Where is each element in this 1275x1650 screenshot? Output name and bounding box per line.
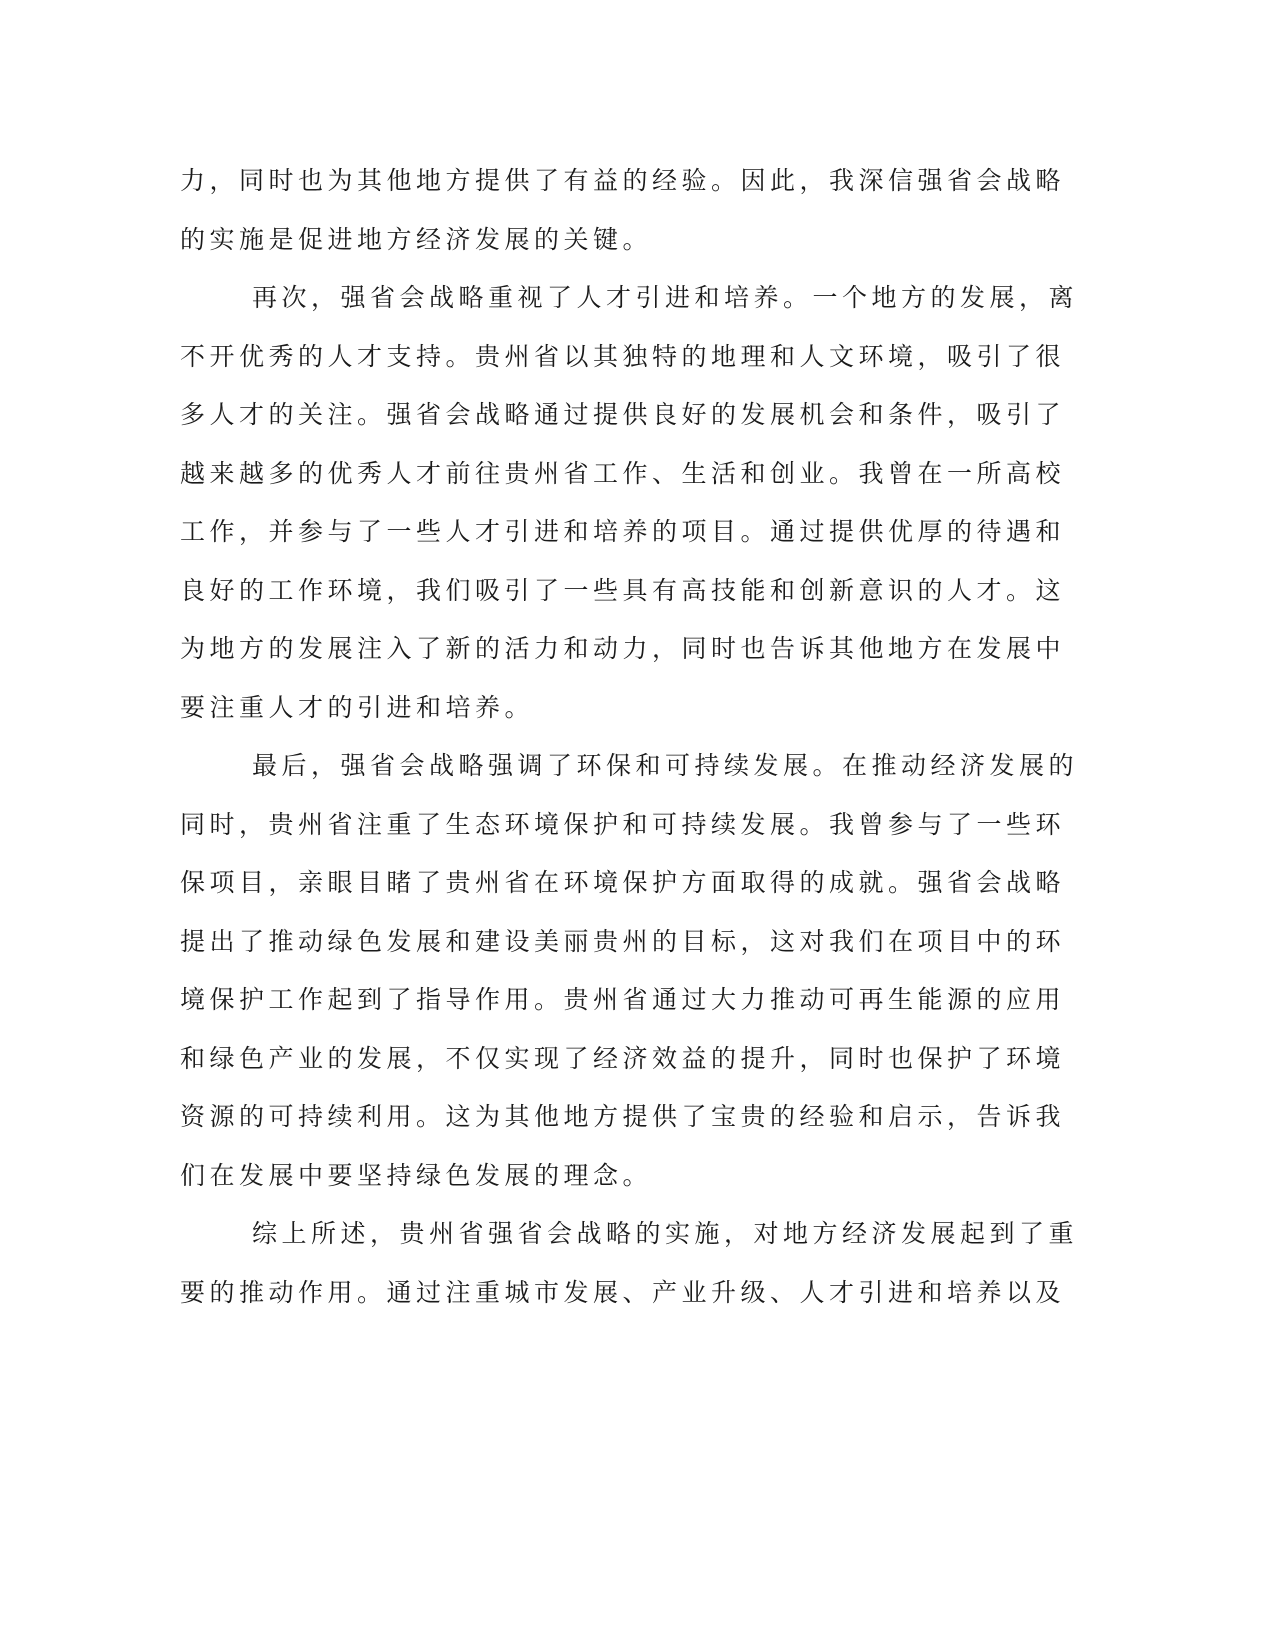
text-line: 境保护工作起到了指导作用。贵州省通过大力推动可再生能源的应用 [180,985,1066,1014]
text-line: 良好的工作环境，我们吸引了一些具有高技能和创新意识的人才。这 [180,575,1066,605]
text-line: 同时，贵州省注重了生态环境保护和可持续发展。我曾参与了一些环 [180,809,1066,839]
text-line: 要注重人才的引进和培养。 [180,692,535,722]
text-line: 和绿色产业的发展，不仅实现了经济效益的提升，同时也保护了环境 [180,1043,1066,1073]
paragraph [180,152,1066,269]
text-line: 要的推动作用。通过注重城市发展、产业升级、人才引进和培养以及 [180,1277,1066,1307]
paragraph [180,1205,1079,1322]
paragraph [180,737,1079,1205]
text-line: 力，同时也为其他地方提供了有益的经验。因此，我深信强省会战略 [180,166,1066,195]
text-line: 再次，强省会战略重视了人才引进和培养。一个地方的发展，离 [252,283,1079,312]
text-line: 工作，并参与了一些人才引进和培养的项目。通过提供优厚的待遇和 [180,517,1066,546]
text-line: 最后，强省会战略强调了环保和可持续发展。在推动经济发展的 [252,751,1079,780]
text-line: 的实施是促进地方经济发展的关键。 [180,224,653,254]
text-line: 综上所述，贵州省强省会战略的实施，对地方经济发展起到了重 [252,1219,1079,1248]
text-line: 提出了推动绿色发展和建设美丽贵州的目标，这对我们在项目中的环 [180,926,1066,956]
paragraph [180,269,1079,737]
text-line: 保项目，亲眼目睹了贵州省在环境保护方面取得的成就。强省会战略 [180,868,1066,897]
text-line: 为地方的发展注入了新的活力和动力，同时也告诉其他地方在发展中 [180,634,1066,663]
text-line: 不开优秀的人才支持。贵州省以其独特的地理和人文环境，吸引了很 [180,341,1066,371]
text-line: 多人才的关注。强省会战略通过提供良好的发展机会和条件，吸引了 [180,400,1066,429]
text-line: 越来越多的优秀人才前往贵州省工作、生活和创业。我曾在一所高校 [180,458,1066,488]
text-line: 资源的可持续利用。这为其他地方提供了宝贵的经验和启示，告诉我 [180,1102,1066,1131]
document-body [180,152,1079,1322]
text-line: 们在发展中要坚持绿色发展的理念。 [180,1160,653,1190]
